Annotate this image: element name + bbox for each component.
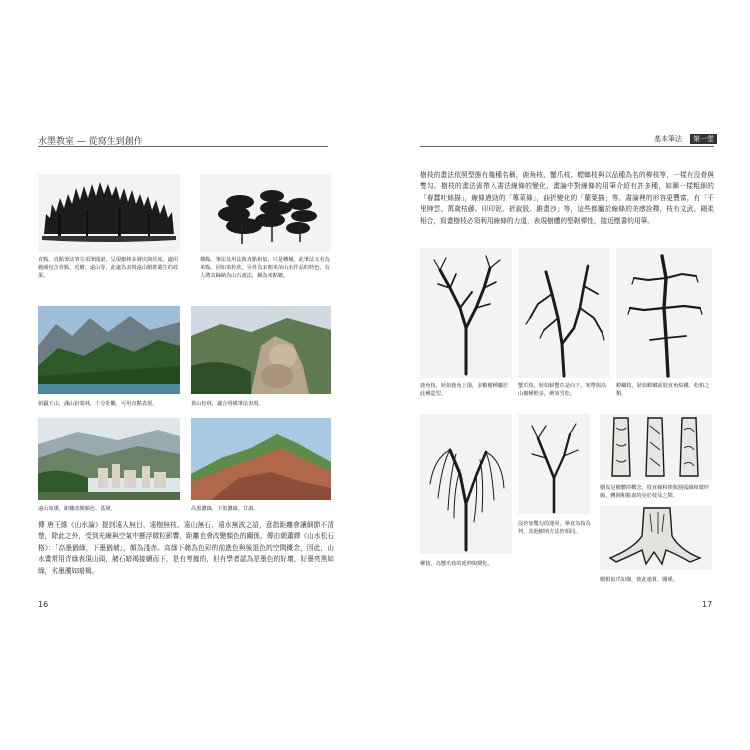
caption-deer-antler: 鹿角枝，狀如鹿角上揚，多數樹種屬於此種造型。	[420, 383, 509, 397]
left-header-title: 水墨教室 — 從寫生到創作	[38, 137, 143, 147]
caption-mantis: 螳螂枝，狀如螳螂前肢直角結構，松柏之類。	[616, 383, 710, 397]
caption-willow: 柳枝，為蟹爪枝的延伸與變化。	[420, 561, 493, 567]
right-header-rule	[420, 146, 714, 147]
deer-antler-branch	[420, 248, 512, 378]
left-body-text: 傳 唐王維《山水論》提到遠人無目、遠樹無枝、遠山無石、遠水無波之語，意指距離會讓細節不清楚，除此之外，受到光線與空氣中懸浮微粒影響，距離也會改變顏色的關係，傳由朝蕭繹《山水松石格》：「高墨猶綠，下墨猶赭」，顏為淺赤。高綠下赭為色彩的前進色與後退色的空間概念，因此，山水畫常用青綠表現山頭，赭石暗褐接續而下，是有考據的，但有學者認為是墨色的好壞，好墨亮黑如綠，劣墨濁如暗褐。	[38, 521, 334, 575]
right-body-text: 樹枝的畫法依照型態有幾種名稱，鹿角枝、蟹爪枝、螳螂枝與以品種為名的柳枝等，一樣有沒骨與雙勾。樹枝的畫法需帶入書法線條的變化，畫論中對線條的用筆介紹有許多種，如圖一樣粗細的「春蠶吐絲描」，線條遒勁的「蓴菜條」，曲折變化的「蘭葉描」等。書論裡的形容更豐富，有「千里陣雲、萬歲枯藤、印印泥、折釵股、錐畫沙」等，這些都屬於線條的美感詮釋，枝有文武、剛柔相合，寫畫樹枝必須利用線條的力道，表現樹體的堅韌彈性，接近壓書的用筆。	[420, 171, 714, 225]
caption-huangshan: 黃山松林，適合用橫筆法表現。	[191, 401, 264, 407]
crab-claw-branch	[518, 248, 610, 378]
right-header-badge: 第一堂	[690, 134, 717, 144]
photo-gaoxiong	[191, 418, 331, 500]
caption-xinjiang: 新疆天山，滿山針葉林，十分壯觀，可用直點表現。	[38, 401, 158, 407]
caption-mixed: 沒骨加雙勾的運用，畢竟為枝為判，其他樹則方法皆相同。	[518, 521, 591, 535]
dot-ink-sample-2	[200, 174, 331, 252]
left-page-number: 16	[38, 600, 49, 609]
photo-huangshan	[191, 306, 331, 394]
mantis-branch	[616, 248, 712, 378]
caption-dot-ink-2: 橫點。筆法及用法與直點相似，只是轉橫。此筆法又名為米點，因如米粒狀，另外為宋朝米芾山水作品的特色，有人將其歸納為山石畫法，稱為米點皴。	[200, 257, 330, 279]
trunk-texture	[600, 414, 712, 480]
caption-gaoxiong: 高墨濃綠，下墨濃綠，甘肅。	[191, 506, 259, 512]
willow-branch	[420, 414, 512, 554]
right-header-section: 基本筆法	[654, 135, 682, 143]
mixed-branch	[518, 414, 590, 514]
photo-distant-mountains	[38, 418, 180, 500]
caption-trunk: 樹皮是樹體的概念，枝直線和捧與圓弧線和環形線，轉圓和點畫的亮於枝及之類。	[600, 485, 709, 499]
tree-roots	[600, 506, 712, 570]
caption-dot-ink-1: 直點。直點筆法筆尖須筆圓滾，呈現樹林多層次與厚度，適用範圍包含苔點、近樹、遠山等，此處為表現遠山樹群叢生的效果。	[38, 257, 179, 279]
caption-distant-mountains: 遠山如黛，距離改變顏色、基隆。	[38, 506, 116, 512]
caption-roots: 樹根似爪如盤，彼此連貫、關係。	[600, 577, 678, 583]
caption-crab-claw: 蟹爪枝，狀如螃蟹爪是向下，寒帶與高山樹種較多，例如雪松。	[518, 383, 607, 397]
dot-ink-sample-1	[38, 174, 180, 252]
right-page-number: 17	[702, 600, 713, 609]
photo-xinjiang	[38, 306, 180, 394]
